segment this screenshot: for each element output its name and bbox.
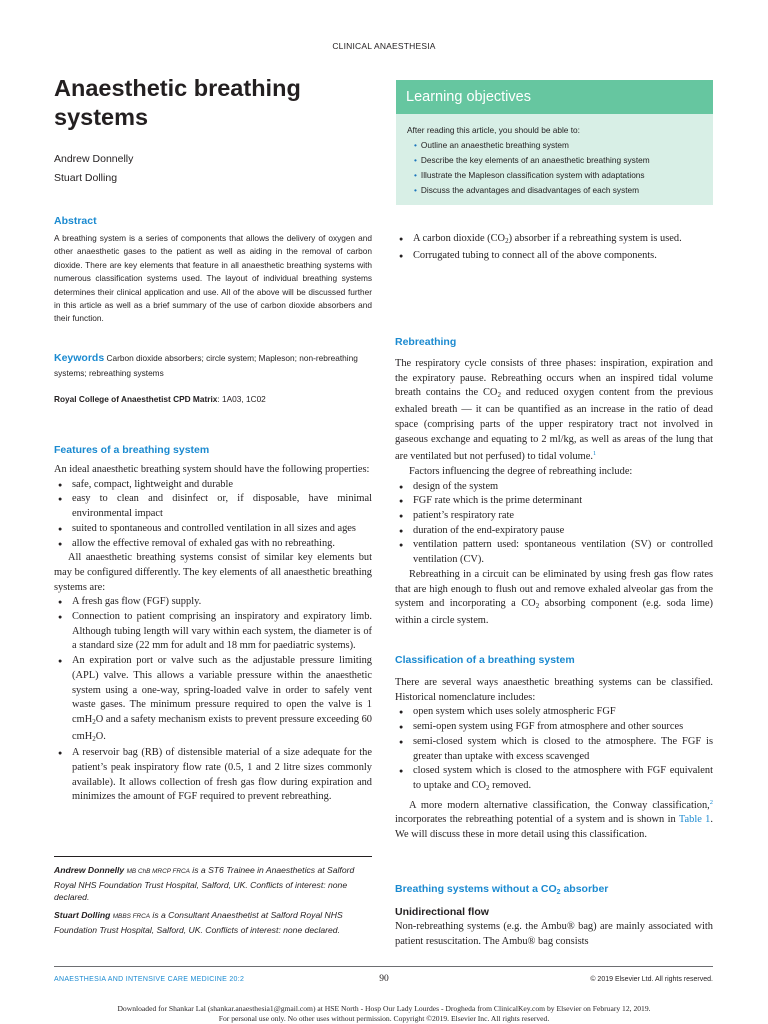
article-title: Anaesthetic breathing systems	[54, 75, 301, 130]
key-elements-list	[54, 595, 372, 805]
list-item: ● open system which uses solely atmospheric FGF	[395, 705, 713, 720]
section-heading-rebreathing: Rebreathing	[395, 336, 457, 348]
list-item: ● safe, compact, lightweight and durable	[54, 478, 372, 493]
list-item: ● semi-closed system which is closed to the atmosphere. The FGF is greater than uptake with excess scavenged	[395, 735, 713, 764]
learning-objective-item: • Discuss the advantages and disadvantages of each system	[414, 183, 650, 198]
factors-list	[395, 480, 713, 568]
paragraph: Non-rebreathing systems (e.g. the Ambu® bag) are mainly associated with patient resuscitation. The Ambu® bag consists	[395, 921, 713, 947]
learning-objectives-heading: Learning objectives	[396, 80, 713, 114]
author-bio: Andrew Donnelly MB ChB MRCP FRCA is a ST6 Trainee in Anaesthetics at Salford Royal NHS Foundation Trust Hospital, Salford, UK. Conflicts of interest: none declared.	[54, 865, 355, 903]
list-item: ● An expiration port or valve such as the adjustable pressure limiting (APL) valve. This allows a variable pressure within the anaesthetic system using a one-way, spring-loaded valve in order to safely vent waste gases. The minimum pressure required to open the valve is 1 cmH$_2$O and a safety mechanism exists to prevent pressure exceeding 60 cmH$_2$O.	[54, 654, 372, 746]
reference-link[interactable]: 2	[709, 798, 713, 806]
list-item: ● A reservoir bag (RB) of distensible material of a size adequate for the patient’s peak inspiratory flow rate (0.5, 1 and 2 litre sizes commonly available). It allows collection of fresh gas flow during expiration and minimizes the amount of FGF required to prevent rebreathing.	[54, 746, 372, 805]
paragraph: All anaesthetic breathing systems consist of similar key elements but may be configured differently. The key elements of all anaesthetic breathing systems are:	[54, 552, 372, 593]
list-item: ● ventilation pattern used: spontaneous ventilation (SV) or controlled ventilation (CV).	[395, 538, 713, 567]
list-item: ● A carbon dioxide $(CO_2)$ absorber if a rebreathing system is used.	[395, 232, 713, 249]
classification-section	[395, 676, 713, 843]
bio-divider	[54, 856, 372, 857]
list-item: ● Connection to patient comprising an inspiratory and expiratory limb. Although tubing length will vary within each system, the diameter is of a standard size (22 mm for adult and 18 mm for paediatric systems).	[54, 610, 372, 654]
learning-objective-item: • Describe the key elements of an anaesthetic breathing system	[414, 153, 650, 168]
list-item: ● Corrugated tubing to connect all of the above components.	[395, 249, 713, 264]
table-link[interactable]: Table 1	[678, 814, 711, 826]
paragraph: An ideal anaesthetic breathing system should have the following properties:	[54, 464, 370, 475]
keywords	[54, 351, 372, 381]
keywords-text: Carbon dioxide absorbers; circle system; Mapleson; non-rebreathing systems; rebreathing systems	[54, 353, 358, 378]
paragraph: Rebreathing in a circuit can be eliminated by using fresh gas flow rates that are high enough to flush out and remove exhaled alveolar gas from the system and incorporating a $CO_2$ absorbing component (e.g. soda lime) within a circle system.	[395, 568, 714, 626]
list-item: ● design of the system	[395, 480, 713, 495]
learning-objectives-box	[396, 80, 713, 205]
cpd-codes: : 1A03, 1C02	[217, 394, 266, 404]
author-bio: Stuart Dolling MBBS FRCA is a Consultant Anaesthetist at Salford Royal NHS Foundation Trust Hospital, Salford, UK. Conflicts of interest: none declared.	[54, 910, 343, 935]
list-item: ● closed system which is closed to the atmosphere with FGF equivalent to uptake and $CO_2$ removed.	[395, 764, 713, 795]
reference-link[interactable]: 1	[592, 450, 597, 458]
journal-section-label: CLINICAL ANAESTHESIA	[332, 41, 436, 51]
features-section	[54, 463, 372, 805]
list-item: ● allow the effective removal of exhaled gas with no rebreathing.	[54, 537, 372, 552]
author-list	[54, 150, 133, 188]
subheading-unidirectional-flow: Unidirectional flow	[395, 906, 489, 918]
footer-divider	[54, 966, 713, 967]
learning-objectives-list	[414, 138, 650, 198]
paragraph: There are several ways anaesthetic breathing systems can be classified. Historical nomenclature includes:	[395, 677, 713, 703]
page-number: 90	[379, 974, 389, 984]
paragraph: A more modern alternative classification, the Conway classification,$^2$ incorporates the rebreathing potential of a system and is shown in Table 1. We will discuss these in more detail using this classification.	[395, 798, 713, 841]
paragraph: Factors influencing the degree of rebreathing include:	[409, 465, 633, 477]
abstract-text: A breathing system is a series of components that allows the delivery of oxygen and other anaesthetic gases to the patient as well as aiding in the removal of carbon dioxide. There are key elements that feature in all anaesthetic breathing systems with numerous classification systems used. The layout of individual breathing systems determines their clinical application and use. All of the above will be discussed further in this article as well as a brief summary of the use of carbon dioxide absorbers and their function.	[54, 233, 372, 324]
learning-objective-item: • Outline an anaesthetic breathing system	[414, 138, 650, 153]
list-item: ● duration of the end-expiratory pause	[395, 524, 713, 539]
abstract-heading: Abstract	[54, 215, 97, 227]
cpd-label: Royal College of Anaesthetist CPD Matrix	[54, 394, 218, 404]
section-heading-without-absorber: Breathing systems without a $CO_2$ absorber	[395, 883, 609, 896]
paragraph: The respiratory cycle consists of three phases: inspiration, expiration and the expiratory pause. Rebreathing occurs when an inspired tidal volume breath contains the $CO_2$ and reduced oxygen content from the previous exhaled breath — it can be quantified as an increase in the ratio of dead space (comprising parts of the upper respiratory tract not involved in gaseous exchange and equating to 2 ml/kg, as well as areas of the lung that are ventilated but not perfused) to tidal volume.$^1$	[395, 358, 713, 463]
author-name[interactable]: Stuart Dolling	[54, 172, 118, 184]
list-item: ● A fresh gas flow (FGF) supply.	[54, 595, 372, 610]
cpd-matrix	[54, 394, 266, 404]
list-item: ● suited to spontaneous and controlled ventilation in all sizes and ages	[54, 522, 372, 537]
properties-list	[54, 478, 372, 552]
footer-copyright: © 2019 Elsevier Ltd. All rights reserved.	[590, 976, 713, 983]
keywords-label: Keywords	[54, 352, 105, 364]
download-notice: Downloaded for Shankar Lal (shankar.anaesthesia1@gmail.com) at HSE North - Hosp Our Lady Lourdes - Drogheda from ClinicalKey.com by Elsevier on February 12, 2019. For personal use only. No other uses without permission. Copyright ©2019. Elsevier Inc. All rights reserved.	[117, 1004, 651, 1023]
rebreathing-section	[395, 357, 713, 629]
learning-objective-item: • Illustrate the Mapleson classification system with adaptations	[414, 168, 650, 183]
section-heading-classification: Classification of a breathing system	[395, 654, 575, 666]
list-item: ● easy to clean and disinfect or, if disposable, have minimal environmental impact	[54, 492, 372, 521]
key-elements-list-continued	[395, 232, 713, 263]
classification-list	[395, 705, 713, 795]
list-item: ● FGF rate which is the prime determinant	[395, 494, 713, 509]
author-name[interactable]: Andrew Donnelly	[54, 153, 134, 165]
list-item: ● patient’s respiratory rate	[395, 509, 713, 524]
footer-journal: ANAESTHESIA AND INTENSIVE CARE MEDICINE 20:2	[54, 976, 245, 983]
learning-objectives-intro: After reading this article, you should be able to:	[407, 125, 580, 135]
section-heading-features: Features of a breathing system	[54, 444, 210, 456]
list-item: ● semi-open system using FGF from atmosphere and other sources	[395, 720, 713, 735]
key-elements-continued	[395, 232, 713, 263]
